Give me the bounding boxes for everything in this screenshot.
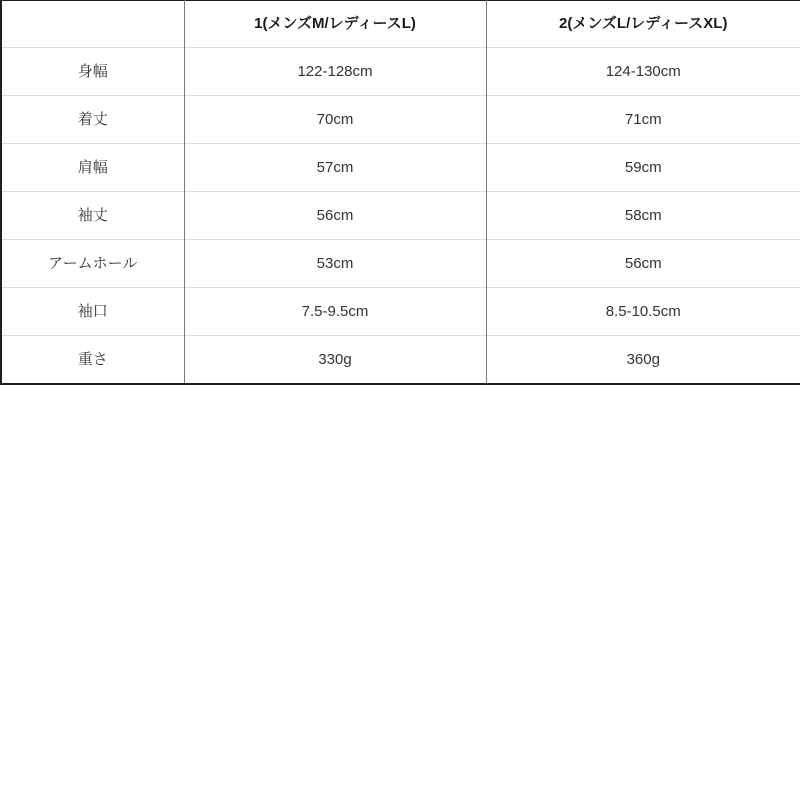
header-row [1,1,800,48]
row-label: 着丈 [1,96,184,144]
size-table [0,0,800,385]
empty-area [0,385,800,793]
cell-value: 7.5-9.5cm [184,288,486,336]
cell-value: 57cm [184,144,486,192]
row-label: 重さ [1,336,184,384]
table-row [1,288,800,336]
cell-value: 53cm [184,240,486,288]
header-cell-empty [1,1,184,48]
cell-value: 71cm [486,96,800,144]
cell-value: 8.5-10.5cm [486,288,800,336]
header-cell-size1: 1(メンズM/レディースL) [184,1,486,48]
table-row [1,240,800,288]
cell-value: 56cm [486,240,800,288]
table-row [1,336,800,384]
cell-value: 59cm [486,144,800,192]
cell-value: 124-130cm [486,48,800,96]
cell-value: 58cm [486,192,800,240]
size-chart [0,0,800,385]
row-label: アームホール [1,240,184,288]
table-row [1,48,800,96]
cell-value: 330g [184,336,486,384]
table-row [1,192,800,240]
cell-value: 360g [486,336,800,384]
cell-value: 70cm [184,96,486,144]
header-cell-size2: 2(メンズL/レディースXL) [486,1,800,48]
row-label: 袖口 [1,288,184,336]
cell-value: 56cm [184,192,486,240]
table-row [1,96,800,144]
size-table-header [1,1,800,48]
row-label: 袖丈 [1,192,184,240]
table-row [1,144,800,192]
row-label: 肩幅 [1,144,184,192]
cell-value: 122-128cm [184,48,486,96]
size-table-body [1,48,800,384]
row-label: 身幅 [1,48,184,96]
